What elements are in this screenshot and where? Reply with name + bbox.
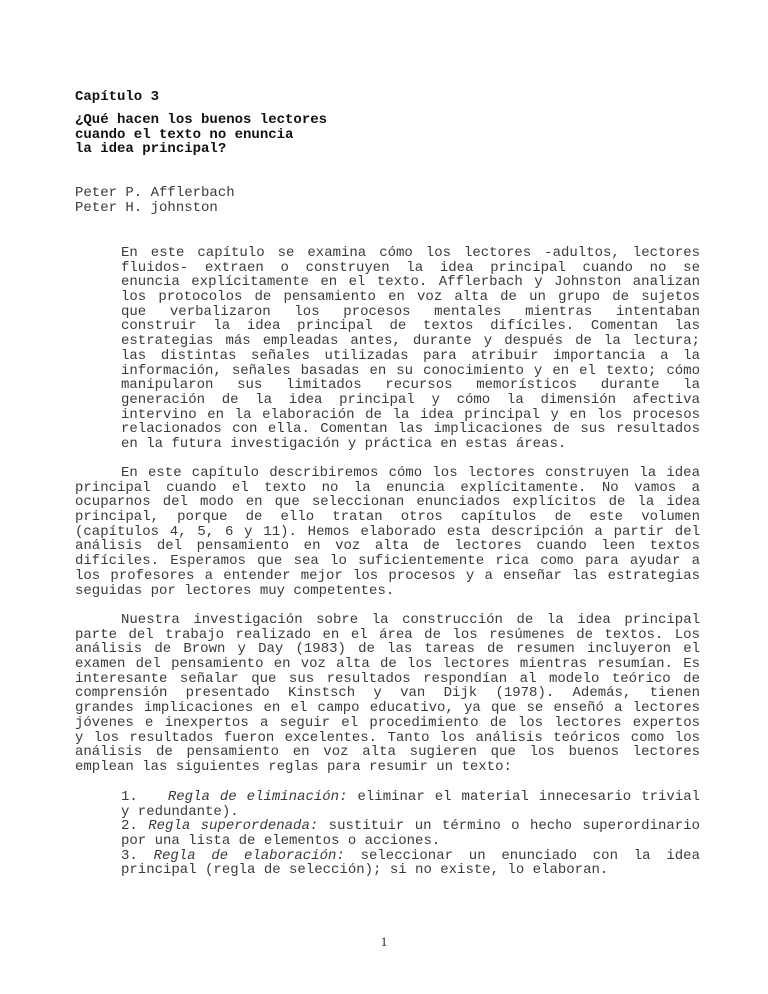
page-number: 1 [380, 934, 388, 949]
text-line: que verbalizaron los procesos mentales mientras intentaban [121, 304, 700, 320]
text-line: estrategias más empleadas antes, durante y después de la lectura; [121, 334, 700, 349]
text-line: comprensión presentado Kinstsch y van Dijk (1978). Además, tienen [75, 686, 700, 702]
paragraph [75, 466, 700, 598]
text-line: jóvenes e inexpertos a seguir el procedimiento de los lectores expertos [75, 715, 700, 731]
authors [75, 186, 235, 215]
text-line: construir la idea principal de textos difíciles. Comentan las [121, 319, 700, 335]
rule-term: Regla de elaboración: [153, 848, 345, 864]
title-line: cuando el texto no enuncia [75, 127, 294, 143]
rule-number: 2. [121, 819, 149, 835]
title-line: ¿Qué hacen los buenos lectores [75, 113, 328, 128]
paragraph [75, 613, 700, 775]
rule-term: Regla superordenada: [148, 819, 319, 835]
text-line: parte del trabajo realizado en el área de los resúmenes de textos. Los [75, 627, 700, 643]
text-line: En este capítulo se examina cómo los lectores -adultos, lectores [121, 246, 700, 261]
text-line: enuncia explícitamente en el texto. Afflerbach y Johnston analizan [121, 275, 700, 291]
rule-item [121, 790, 700, 819]
rule-first-line [121, 819, 700, 834]
rule-description: sustituir un término o hecho superordinario [318, 819, 700, 835]
rule-term: Regla de eliminación: [167, 790, 348, 805]
text-line: intervino en la elaboración de la idea principal y en los procesos [121, 407, 700, 423]
chapter-number: Capítulo 3 [75, 90, 160, 105]
text-line: los profesores a entender mejor los procesos y a enseñar las estrategias [75, 568, 700, 584]
rule-first-line [121, 790, 700, 805]
text-line: (capítulos 4, 5, 6 y 11). Hemos elaborado esta descripción a partir del [75, 524, 700, 540]
text-line: análisis del pensamiento en voz alta de lectores cuando leen textos [75, 539, 700, 555]
text-line: examen del pensamiento en voz alta de los lectores mientras resumían. Es [75, 657, 700, 672]
text-line: información, señales basadas en su conocimiento y en el texto; cómo [121, 363, 700, 379]
text-line: fluidos- extraen o construyen la idea principal cuando no se [121, 260, 700, 276]
rule-number: 1. [121, 790, 168, 805]
text-line: Nuestra investigación sobre la construcción de la idea principal [121, 613, 700, 628]
text-line: principal, porque de ello tratan otros capítulos de este volumen [75, 510, 700, 525]
text-line: interesante señalar que sus resultados respondían al modelo teórico de [75, 671, 700, 687]
author: Peter H. johnston [75, 200, 218, 216]
text-line: manipularon sus limitados recursos memorísticos durante la [121, 378, 700, 393]
text-line: emplean las siguientes reglas para resumir un texto: [75, 759, 512, 775]
text-line: las distintas señales utilizadas para atribuir importancia a la [121, 348, 700, 364]
text-line: en la futura investigación y práctica en estas áreas. [121, 436, 567, 452]
rule-continuation: por una lista de elementos o acciones. [121, 834, 441, 849]
text-line: y los resultados fueron excelentes. Tanto los análisis teóricos como los [75, 730, 700, 746]
rule-first-line [121, 849, 700, 864]
title-line: la idea principal? [75, 142, 227, 158]
text-line: seguidas por lectores muy competentes. [75, 583, 395, 599]
text-line: difíciles. Esperamos que sea lo suficientemente rica como para ayudar a [75, 554, 700, 569]
text-line: análisis de Brown y Day (1983) de las tareas de resumen incluyeron el [75, 642, 700, 658]
rule-description: eliminar el material innecesario trivial [347, 790, 700, 805]
rule-item [121, 849, 700, 878]
rule-continuation: principal (regla de selección); si no existe, lo elaboran. [121, 863, 609, 879]
author: Peter P. Afflerbach [75, 186, 235, 201]
text-line: los protocolos de pensamiento en voz alta de un grupo de sujetos [121, 290, 700, 305]
rule-item [121, 819, 700, 848]
text-line: ocuparnos del modo en que seleccionan enunciados explícitos de la idea [75, 495, 700, 511]
text-line: En este capítulo describiremos cómo los lectores construyen la idea [121, 466, 700, 481]
rule-description: seleccionar un enunciado con la idea [344, 848, 700, 864]
text-line: grandes implicaciones en el campo educativo, ya que se enseñó a lectores [75, 701, 700, 716]
abstract [121, 246, 700, 452]
text-line: análisis de pensamiento en voz alta sugieren que los buenos lectores [75, 745, 700, 760]
text-line: principal cuando el texto no la enuncia explícitamente. No vamos a [75, 480, 700, 496]
rule-continuation: y redundante). [121, 804, 239, 820]
text-line: generación de la idea principal y cómo la dimensión afectiva [121, 392, 700, 408]
text-line: relacionados con ella. Comentan las implicaciones de sus resultados [121, 422, 700, 437]
rule-number: 3. [121, 848, 154, 864]
rules-list [121, 790, 700, 878]
chapter-title [75, 113, 327, 157]
chapter-heading [75, 90, 159, 105]
